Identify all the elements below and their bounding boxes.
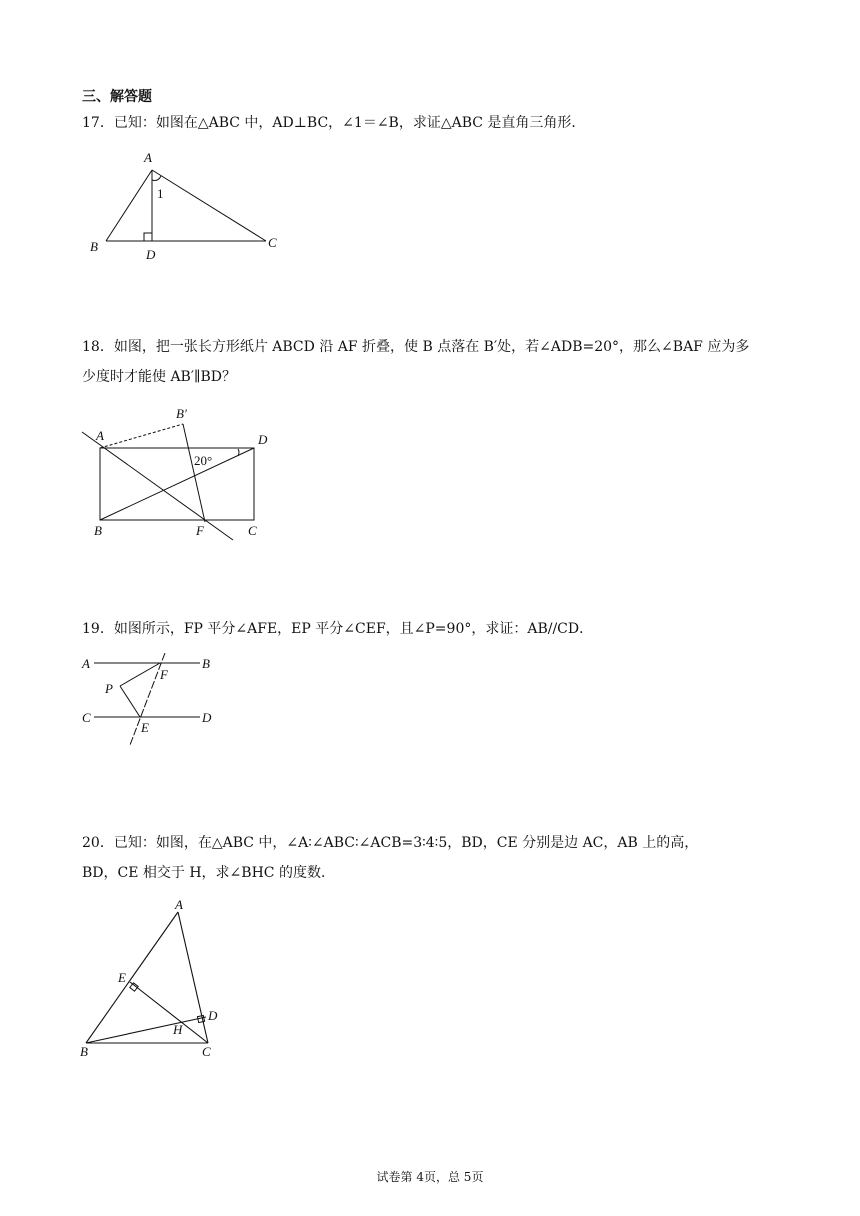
label-A: A (144, 150, 152, 165)
label-D: D (258, 432, 268, 447)
label-A: A (175, 897, 183, 912)
label-B: B (80, 1044, 88, 1059)
label-D: D (202, 710, 212, 725)
question-text-line1: 如图，把一张长方形纸片 ABCD 沿 AF 折叠，使 B 点落在 B′处，若∠ADB=20°，那么∠BAF 应为多 (113, 339, 750, 355)
label-B: B (94, 523, 102, 538)
question-20 (82, 828, 782, 888)
label-F: F (160, 667, 168, 682)
section-title: 三、解答题 (82, 89, 152, 105)
figure-19 (78, 652, 228, 748)
label-B: B (90, 239, 98, 254)
question-text: 如图所示，FP 平分∠AFE，EP 平分∠CEF，且∠P=90°，求证：AB//CD． (113, 621, 594, 637)
label-C: C (82, 710, 91, 725)
question-text-line2: BD，CE 相交于 H，求∠BHC 的度数． (82, 865, 335, 881)
label-D: D (146, 247, 156, 262)
label-C: C (202, 1044, 211, 1059)
question-text-line1: 已知：如图，在△ABC 中，∠A∶∠ABC∶∠ACB=3∶4∶5，BD，CE 分别是边 AC，AB 上的高， (113, 835, 699, 851)
label-B-prime: B′ (176, 406, 187, 421)
label-E: E (118, 970, 126, 985)
question-number: 17． (82, 115, 114, 131)
question-17 (82, 108, 782, 138)
label-H: H (173, 1022, 183, 1037)
question-number: 19． (82, 621, 114, 637)
question-19 (82, 614, 782, 644)
question-18 (82, 332, 782, 392)
label-A: A (96, 428, 104, 443)
label-A: A (82, 656, 90, 671)
figure-17 (80, 148, 290, 263)
label-D: D (208, 1008, 218, 1023)
figure-20 (78, 896, 228, 1064)
question-number: 18． (82, 339, 114, 355)
question-text-line2: 少度时才能使 AB′∥BD？ (82, 369, 237, 385)
label-C: C (248, 523, 257, 538)
label-angle-20: 20° (194, 453, 213, 468)
question-number: 20． (82, 835, 114, 851)
label-E: E (141, 720, 149, 735)
question-text: 已知：如图在△ABC 中，AD⊥BC，∠1＝∠B，求证△ABC 是直角三角形． (113, 115, 586, 131)
label-P: P (105, 681, 113, 696)
label-F: F (196, 523, 204, 538)
label-B: B (202, 656, 210, 671)
page-footer: 试卷第 4页，总 5页 (376, 1170, 484, 1184)
label-C: C (268, 235, 277, 250)
label-angle-1: 1 (157, 186, 164, 201)
figure-18 (80, 402, 280, 544)
